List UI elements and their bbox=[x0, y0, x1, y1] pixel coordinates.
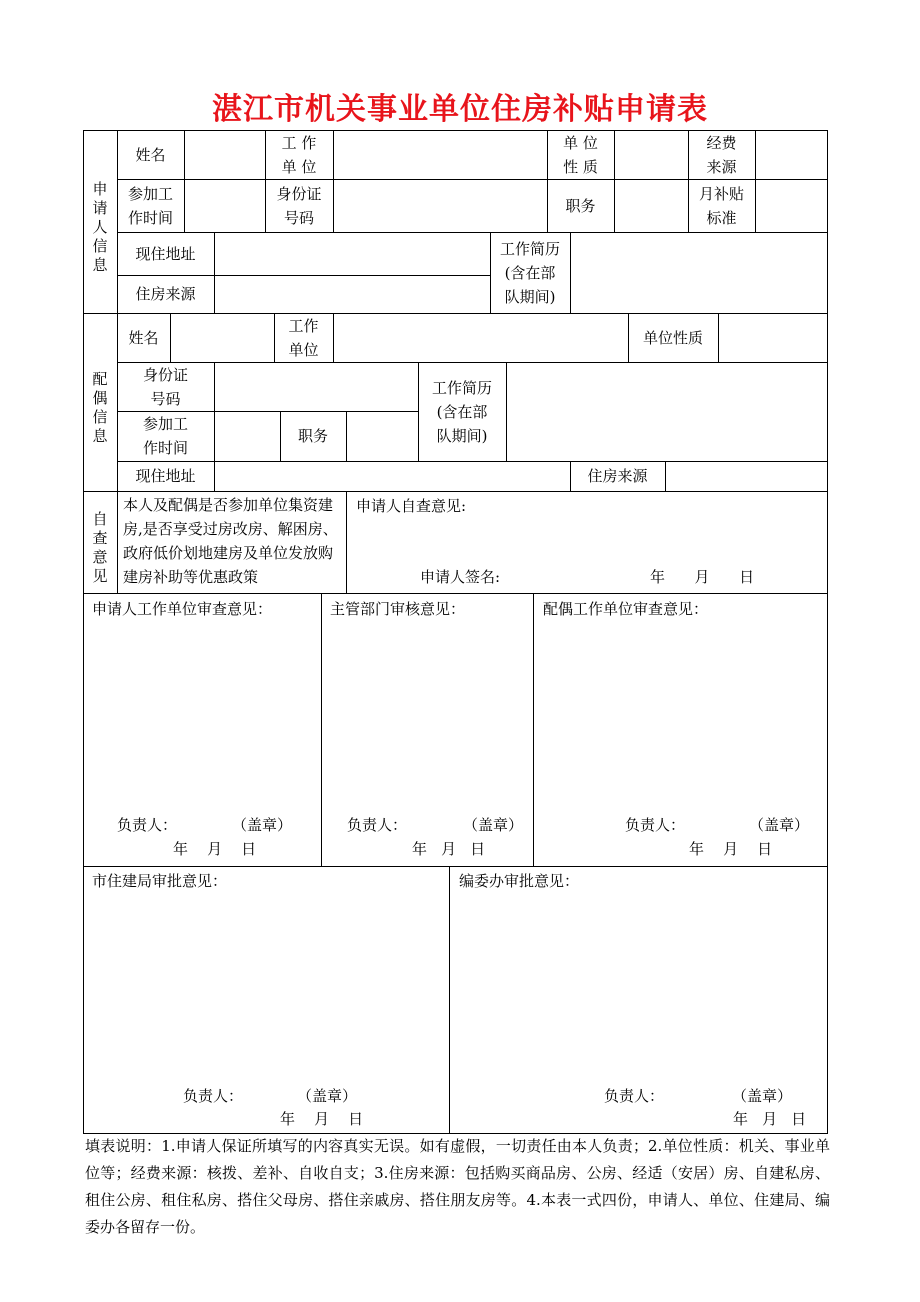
applicant-unit-review-heading: 申请人工作单位审查意见： bbox=[92, 600, 273, 618]
applicant-position-label: 职务 bbox=[565, 196, 596, 215]
grid-line bbox=[117, 461, 828, 462]
spouse-unit-nature-label: 单位性质 bbox=[642, 328, 703, 347]
self-check-section-label: 自查意见 bbox=[92, 510, 108, 585]
form-title: 湛江市机关事业单位住房补贴申请表 bbox=[212, 92, 708, 127]
grid-line bbox=[117, 232, 828, 233]
spouse-unit-responsible-label: 负责人： bbox=[625, 816, 686, 834]
grid-line bbox=[83, 491, 828, 492]
spouse-unit-review-heading: 配偶工作单位审查意见： bbox=[543, 600, 709, 618]
staffing-office-date: 年 月 日 bbox=[733, 1110, 806, 1128]
spouse-name-label: 姓名 bbox=[128, 328, 159, 347]
supervisor-responsible-label: 负责人： bbox=[347, 816, 408, 834]
grid-line bbox=[214, 362, 215, 491]
applicant-start-work-label: 参加工 作时间 bbox=[127, 184, 173, 227]
grid-line bbox=[665, 461, 666, 491]
grid-line bbox=[506, 362, 507, 461]
housing-bureau-review-heading: 市住建局审批意见： bbox=[92, 872, 228, 890]
filling-instructions: 填表说明：1.申请人保证所填写的内容真实无误。如有虚假，一切责任由本人负责；2.单位性质：机关、事业单位等；经费来源：核拨、差补、自收自支；3.住房来源：包括购买商品房、公房、经适（安居）房、自建私房、租住公房、租住私房、搭住父母房、搭住亲戚房、搭住朋友房等。4.本表一式四份，申请人、单位、住建局、编委办各留存一份。 bbox=[85, 1137, 830, 1236]
spouse-position-label: 职务 bbox=[297, 427, 328, 445]
spouse-work-history-label: 工作简历 (含在部 队期间) bbox=[431, 378, 492, 445]
applicant-work-unit-label: 工 作 单 位 bbox=[281, 133, 317, 176]
grid-line bbox=[570, 232, 571, 313]
applicant-funding-source-label: 经费 来源 bbox=[706, 133, 737, 176]
applicant-unit-nature-label: 单 位 性 质 bbox=[563, 133, 598, 176]
staffing-office-seal-label: （盖章） bbox=[732, 1087, 793, 1105]
spouse-unit-seal-label: （盖章） bbox=[749, 816, 810, 834]
grid-line bbox=[321, 593, 322, 866]
grid-line bbox=[333, 313, 334, 362]
applicant-name-label: 姓名 bbox=[135, 145, 166, 164]
grid-line bbox=[214, 232, 215, 313]
supervisor-seal-label: （盖章） bbox=[463, 816, 524, 834]
spouse-address-label: 现住地址 bbox=[135, 467, 196, 485]
grid-line bbox=[83, 866, 828, 867]
supervisor-review-heading: 主管部门审核意见： bbox=[330, 600, 466, 618]
applicant-self-check-heading: 申请人自查意见: bbox=[356, 497, 467, 515]
staffing-office-responsible-label: 负责人： bbox=[604, 1087, 665, 1105]
grid-line bbox=[718, 313, 719, 362]
grid-line bbox=[533, 593, 534, 866]
grid-line bbox=[755, 130, 756, 232]
self-check-date: 年 月 日 bbox=[650, 568, 755, 586]
supervisor-date: 年 月 日 bbox=[412, 840, 485, 858]
housing-bureau-seal-label: （盖章） bbox=[297, 1087, 358, 1105]
spouse-section-label: 配偶信息 bbox=[92, 370, 108, 445]
applicant-monthly-subsidy-label: 月补贴 标准 bbox=[698, 184, 744, 227]
grid-line bbox=[449, 866, 450, 1134]
spouse-work-unit-label: 工作 单位 bbox=[288, 316, 319, 359]
housing-bureau-date: 年 月 日 bbox=[280, 1110, 364, 1128]
grid-line bbox=[346, 491, 347, 593]
spouse-start-work-label: 参加工 作时间 bbox=[142, 415, 188, 457]
applicant-section-label: 申请人信息 bbox=[92, 180, 108, 274]
housing-bureau-responsible-label: 负责人： bbox=[183, 1087, 244, 1105]
applicant-unit-date: 年 月 日 bbox=[173, 840, 257, 858]
grid-line bbox=[170, 313, 171, 362]
applicant-address-label: 现住地址 bbox=[135, 244, 196, 263]
applicant-unit-seal-label: （盖章） bbox=[232, 816, 293, 834]
spouse-housing-source-label: 住房来源 bbox=[587, 467, 648, 485]
grid-line bbox=[117, 491, 118, 593]
grid-line bbox=[333, 130, 334, 232]
grid-line bbox=[614, 130, 615, 232]
applicant-signature-label: 申请人签名: bbox=[420, 568, 501, 586]
spouse-unit-date: 年 月 日 bbox=[689, 840, 773, 858]
staffing-office-review-heading: 编委办审批意见： bbox=[459, 872, 580, 890]
applicant-id-label: 身份证 号码 bbox=[276, 184, 322, 227]
spouse-id-label: 身份证 号码 bbox=[142, 365, 188, 408]
grid-line bbox=[346, 411, 347, 461]
applicant-housing-source-label: 住房来源 bbox=[135, 285, 196, 303]
self-check-question: 本人及配偶是否参加单位集资建房,是否享受过房改房、解困房、政府低价划地建房及单位发放购 建房补助等优惠政策 bbox=[123, 496, 338, 586]
grid-line bbox=[184, 130, 185, 232]
grid-line bbox=[83, 593, 828, 594]
applicant-work-history-label: 工作简历 (含在部 队期间) bbox=[499, 239, 560, 306]
applicant-unit-responsible-label: 负责人： bbox=[117, 816, 178, 834]
